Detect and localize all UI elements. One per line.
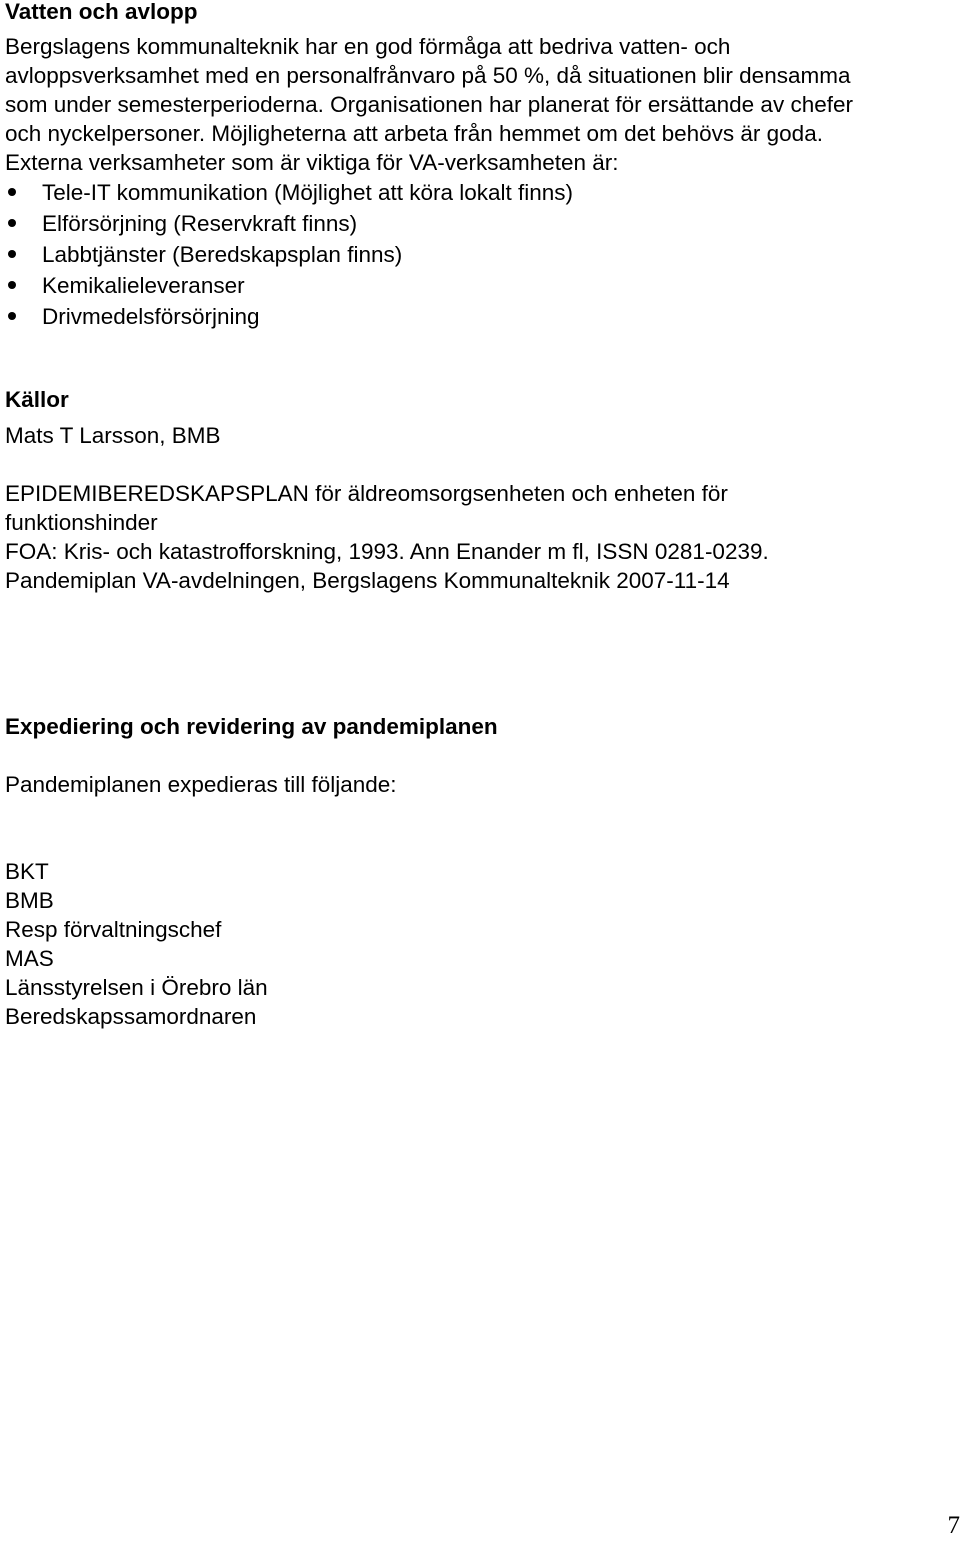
- list-item-text: Labbtjänster (Beredskapsplan finns): [42, 242, 403, 267]
- list-item-text: Tele-IT kommunikation (Möjlighet att köra lokalt finns): [42, 180, 574, 205]
- vatten-intro-line: Bergslagens kommunalteknik har en god förmåga att bedriva vatten- och: [5, 34, 731, 59]
- vatten-intro-line: och nyckelpersoner. Möjligheterna att arbeta från hemmet om det behövs är goda.: [5, 121, 823, 146]
- reference-line: FOA: Kris- och katastrofforskning, 1993. Ann Enander m fl, ISSN 0281-0239.: [5, 539, 769, 564]
- bullet-icon: [8, 188, 16, 196]
- section-heading-kallor: Källor: [5, 387, 69, 412]
- reference-line: Pandemiplan VA-avdelningen, Bergslagens Kommunalteknik 2007-11-14: [5, 568, 730, 593]
- vatten-intro-line: avloppsverksamhet med en personalfrånvaro på 50 %, då situationen blir densamma: [5, 63, 851, 88]
- vatten-intro-paragraph: [5, 32, 853, 177]
- section-heading-expediering: Expediering och revidering av pandemiplanen: [5, 714, 498, 739]
- bullet-icon: [8, 312, 16, 320]
- recipient-item: BKT: [5, 859, 49, 884]
- list-item: [5, 239, 573, 270]
- list-item: [5, 270, 573, 301]
- vatten-intro-line: som under semesterperioderna. Organisationen har planerat för ersättande av chefer: [5, 92, 853, 117]
- expediering-intro: Pandemiplanen expedieras till följande:: [5, 772, 397, 797]
- list-item-text: Kemikalieleveranser: [42, 273, 245, 298]
- recipients-list: [5, 857, 268, 1031]
- reference-line: funktionshinder: [5, 510, 158, 535]
- page-number: 7: [947, 1512, 960, 1539]
- bullet-icon: [8, 250, 16, 258]
- list-item: [5, 208, 573, 239]
- bullet-icon: [8, 219, 16, 227]
- kallor-author: Mats T Larsson, BMB: [5, 423, 221, 448]
- list-item: [5, 301, 573, 332]
- list-item: [5, 177, 573, 208]
- recipient-item: Resp förvaltningschef: [5, 917, 222, 942]
- references-list: [5, 479, 769, 595]
- recipient-item: MAS: [5, 946, 54, 971]
- reference-line: EPIDEMIBEREDSKAPSPLAN för äldreomsorgsenheten och enheten för: [5, 481, 728, 506]
- recipient-item: Länsstyrelsen i Örebro län: [5, 975, 268, 1000]
- section-heading-vatten: Vatten och avlopp: [5, 0, 198, 24]
- vatten-intro-line: Externa verksamheter som är viktiga för VA-verksamheten är:: [5, 150, 619, 175]
- list-item-text: Drivmedelsförsörjning: [42, 304, 260, 329]
- list-item-text: Elförsörjning (Reservkraft finns): [42, 211, 358, 236]
- bullet-icon: [8, 281, 16, 289]
- recipient-item: BMB: [5, 888, 54, 913]
- recipient-item: Beredskapssamordnaren: [5, 1004, 257, 1029]
- external-dependencies-list: [5, 177, 573, 332]
